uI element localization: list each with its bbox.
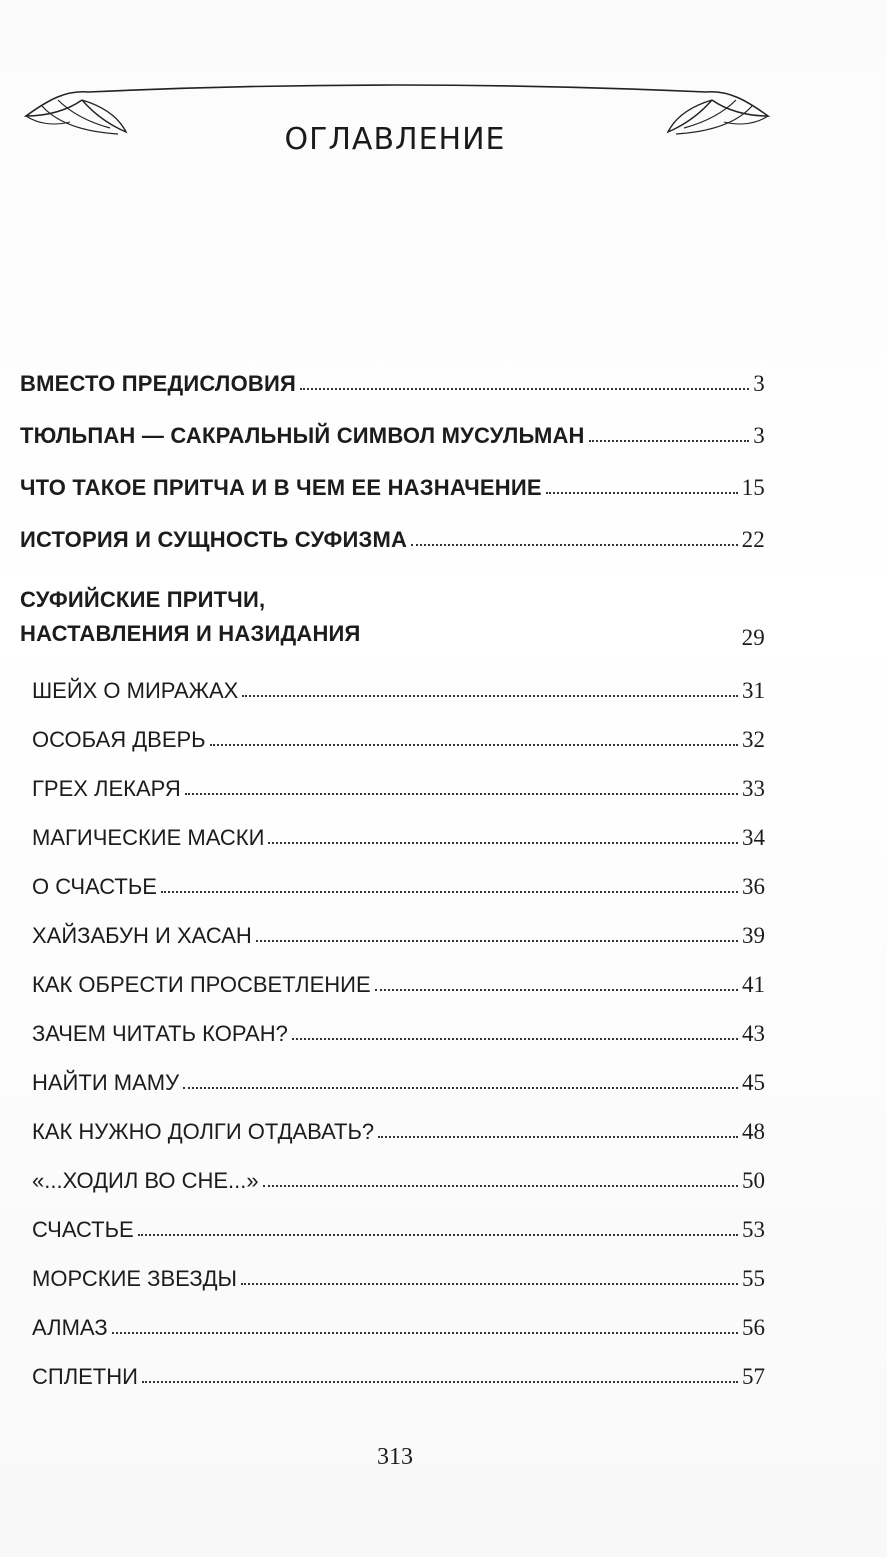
toc-entry-title: ШЕЙХ О МИРАЖАХ: [32, 678, 239, 703]
toc-entry-page: 56: [742, 1315, 765, 1340]
dot-leader: [546, 492, 738, 494]
toc-section-title: [20, 583, 361, 651]
toc-entry-repay-debts[interactable]: [32, 1096, 765, 1145]
dot-leader: [210, 744, 738, 746]
dot-leader: [263, 1185, 738, 1187]
toc-entry-title: ЗАЧЕМ ЧИТАТЬ КОРАН?: [32, 1021, 288, 1046]
dot-leader: [142, 1381, 738, 1383]
toc-entry-page: 22: [741, 527, 765, 552]
toc-entry-title: ТЮЛЬПАН — САКРАЛЬНЫЙ СИМВОЛ МУСУЛЬМАН: [20, 423, 585, 448]
dot-leader: [411, 544, 737, 546]
toc-entry-magic-masks[interactable]: [32, 802, 765, 851]
toc-entry-tulip-symbol[interactable]: [20, 397, 765, 449]
contents-heading: ОГЛАВЛЕНИЕ: [284, 122, 506, 157]
toc-entry-page: 29: [741, 625, 765, 650]
toc-entry-page: 36: [742, 874, 765, 899]
toc-entry-gossip[interactable]: [32, 1341, 765, 1390]
toc-entry-sufism-history[interactable]: [20, 501, 765, 579]
toc-entry-page: 39: [742, 923, 765, 948]
dot-leader: [589, 440, 750, 442]
toc-entry-find-mom[interactable]: [32, 1047, 765, 1096]
toc-entry-khaizabun-hasan[interactable]: [32, 900, 765, 949]
dot-leader: [378, 1136, 738, 1138]
toc-entry-page: 45: [742, 1070, 765, 1095]
dot-leader: [138, 1234, 738, 1236]
dot-leader: [241, 1283, 738, 1285]
toc-entry-title: СПЛЕТНИ: [32, 1364, 138, 1389]
toc-entry-title: ЧТО ТАКОЕ ПРИТЧА И В ЧЕМ ЕЕ НАЗНАЧЕНИЕ: [20, 475, 542, 500]
dot-leader: [300, 388, 749, 390]
toc-entry-title: ОСОБАЯ ДВЕРЬ: [32, 727, 206, 752]
page-number: 313: [377, 1444, 413, 1470]
toc-entry-page: 50: [742, 1168, 765, 1193]
dot-leader: [112, 1332, 738, 1334]
toc-entry-page: 34: [742, 825, 765, 850]
dot-leader: [375, 989, 738, 991]
toc-entry-page: 3: [753, 371, 765, 396]
table-of-contents: [20, 345, 765, 1390]
dot-leader: [292, 1038, 738, 1040]
toc-entry-diamond[interactable]: [32, 1292, 765, 1341]
dot-leader: [161, 891, 738, 893]
dot-leader: [268, 842, 738, 844]
toc-entry-happiness[interactable]: [32, 1194, 765, 1243]
toc-entry-title: ИСТОРИЯ И СУЩНОСТЬ СУФИЗМА: [20, 527, 408, 552]
toc-entry-page: 55: [742, 1266, 765, 1291]
toc-entry-page: 15: [741, 475, 765, 500]
toc-section-sufi-parables[interactable]: [20, 579, 765, 651]
toc-entry-title: ГРЕХ ЛЕКАРЯ: [32, 776, 181, 801]
toc-entry-starfish[interactable]: [32, 1243, 765, 1292]
toc-entry-title: О СЧАСТЬЕ: [32, 874, 157, 899]
toc-entry-enlightenment[interactable]: [32, 949, 765, 998]
toc-entry-title: «...ХОДИЛ ВО СНЕ...»: [32, 1168, 259, 1193]
toc-entry-title: НАЙТИ МАМУ: [32, 1070, 180, 1095]
toc-entry-page: 41: [742, 972, 765, 997]
dot-leader: [242, 695, 738, 697]
toc-entry-page: 31: [742, 678, 765, 703]
toc-entry-page: 33: [742, 776, 765, 801]
toc-entry-title: АЛМАЗ: [32, 1315, 108, 1340]
toc-entry-foreword[interactable]: [20, 345, 765, 397]
toc-entry-special-door[interactable]: [32, 704, 765, 753]
toc-entry-title: МАГИЧЕСКИЕ МАСКИ: [32, 825, 265, 850]
toc-section-title-line2: НАСТАВЛЕНИЯ И НАЗИДАНИЯ: [20, 621, 361, 646]
dot-leader: [185, 793, 738, 795]
toc-entry-on-happiness[interactable]: [32, 851, 765, 900]
toc-entry-page: 32: [742, 727, 765, 752]
toc-entry-title: КАК ОБРЕСТИ ПРОСВЕТЛЕНИЕ: [32, 972, 371, 997]
toc-entry-title: МОРСКИЕ ЗВЕЗДЫ: [32, 1266, 237, 1291]
toc-entry-page: 43: [742, 1021, 765, 1046]
toc-entry-page: 48: [742, 1119, 765, 1144]
toc-entry-title: ВМЕСТО ПРЕДИСЛОВИЯ: [20, 371, 296, 396]
toc-entry-title: СЧАСТЬЕ: [32, 1217, 134, 1242]
toc-entry-page: 3: [753, 423, 765, 448]
toc-entry-read-quran[interactable]: [32, 998, 765, 1047]
toc-entry-title: ХАЙЗАБУН И ХАСАН: [32, 923, 252, 948]
toc-entry-page: 53: [742, 1217, 765, 1242]
toc-entry-mirages[interactable]: [32, 655, 765, 704]
dot-leader: [256, 940, 738, 942]
toc-entry-title: КАК НУЖНО ДОЛГИ ОТДАВАТЬ?: [32, 1119, 375, 1144]
dot-leader: [365, 642, 738, 644]
dot-leader: [183, 1087, 738, 1089]
toc-section-title-line1: СУФИЙСКИЕ ПРИТЧИ,: [20, 587, 266, 612]
toc-entry-what-is-parable[interactable]: [20, 449, 765, 501]
toc-entry-healer-sin[interactable]: [32, 753, 765, 802]
toc-entry-sleepwalked[interactable]: [32, 1145, 765, 1194]
toc-entry-page: 57: [742, 1364, 765, 1389]
